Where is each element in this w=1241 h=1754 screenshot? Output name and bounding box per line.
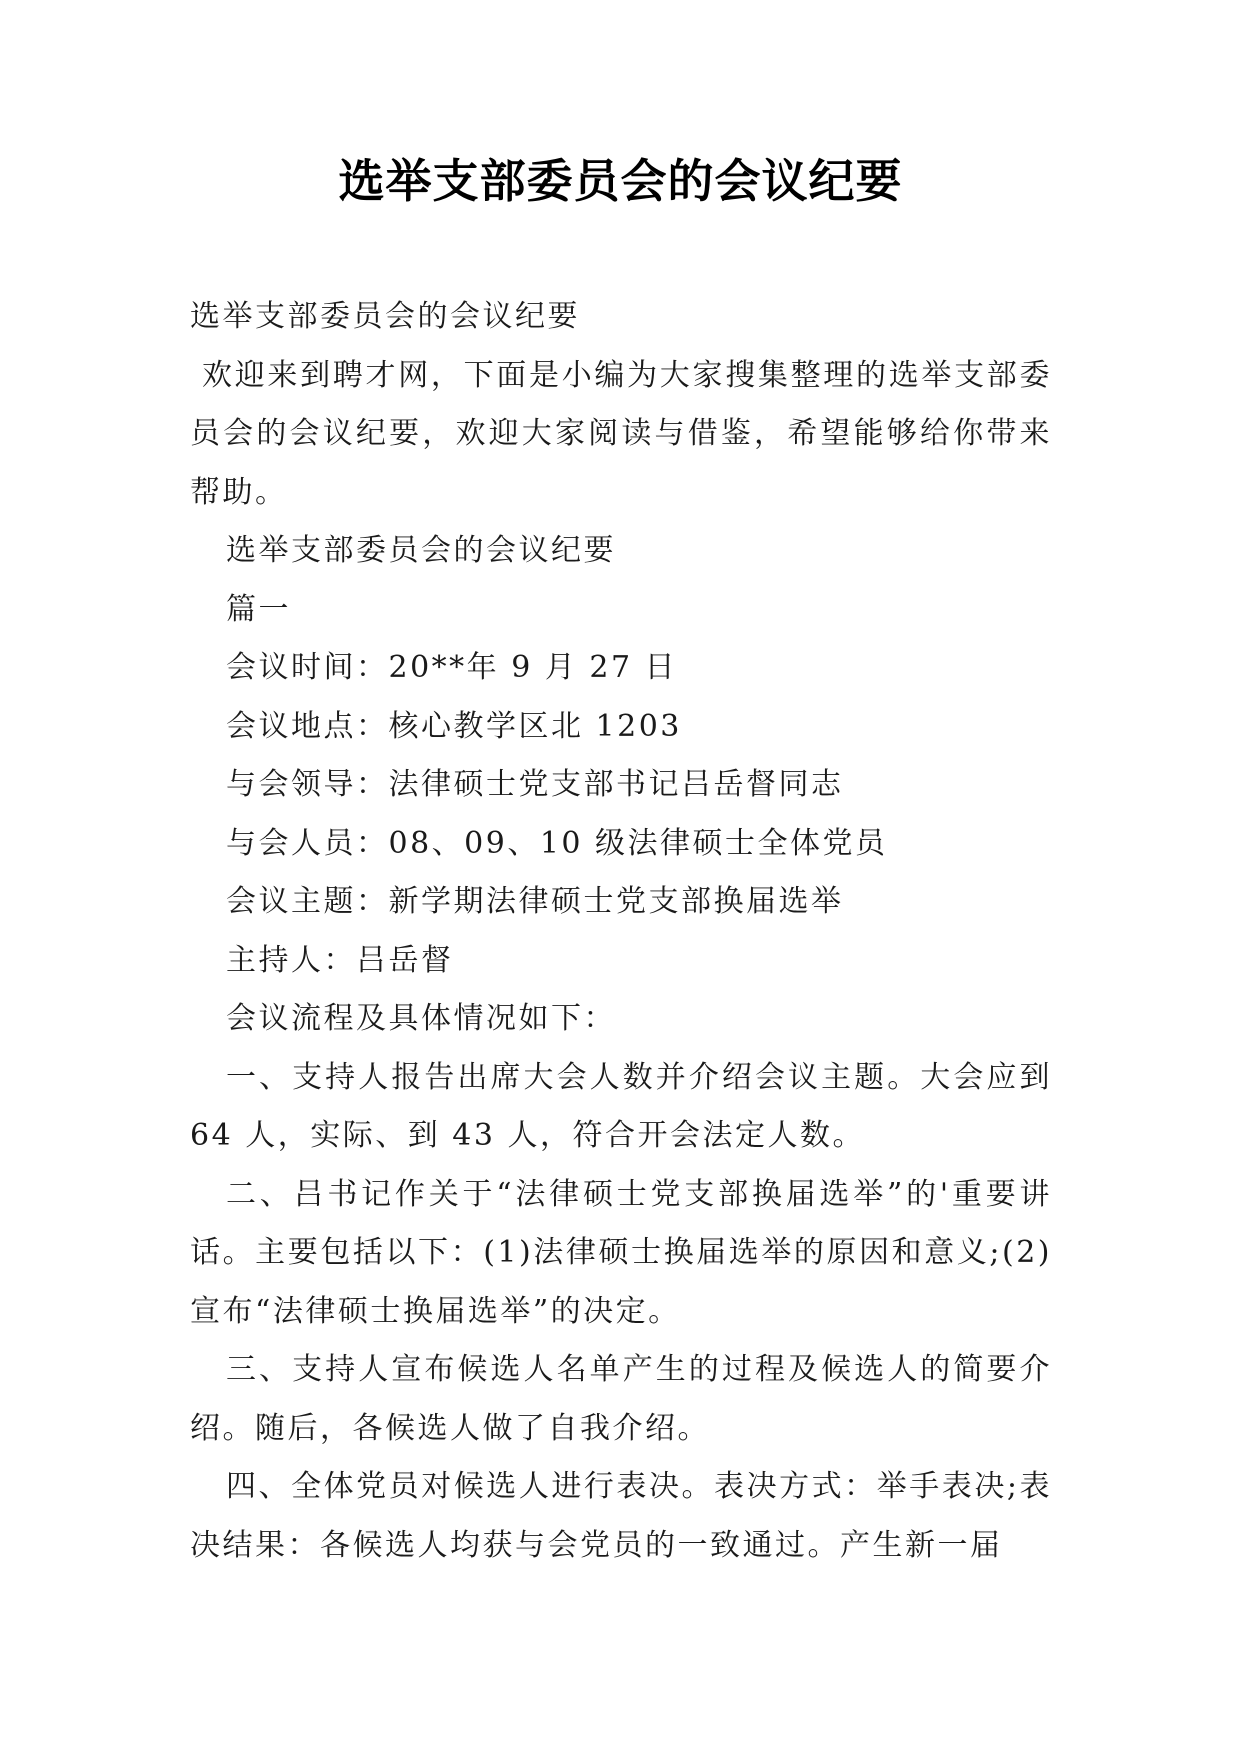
document-title: 选举支部委员会的会议纪要	[338, 154, 903, 208]
paragraph-item-4: 四、全体党员对候选人进行表决。表决方式：举手表决;表决结果：各候选人均获与会党员的一致通过。产生新一届	[190, 1469, 1052, 1563]
paragraph-intro: 欢迎来到聘才网，下面是小编为大家搜集整理的选举支部委员会的会议纪要，欢迎大家阅读与借鉴，希望能够给你带来帮助。	[190, 357, 1052, 510]
paragraph-section-label: 篇一	[226, 591, 291, 627]
paragraph-host: 主持人：吕岳督	[226, 942, 454, 978]
document-body	[190, 288, 1052, 1575]
paragraph-process-intro: 会议流程及具体情况如下：	[226, 1001, 616, 1036]
paragraph-item-1: 一、支持人报告出席大会人数并介绍会议主题。大会应到 64 人，实际、到 43 人，符合开会法定人数。	[190, 1059, 1052, 1153]
paragraph-item-2: 二、吕书记作关于“法律硕士党支部换届选举”的'重要讲话。主要包括以下：(1)法律硕士换届选举的原因和意义;(2)宣布“法律硕士换届选举”的决定。	[190, 1176, 1052, 1329]
paragraph-attendees: 与会人员：08、09、10 级法律硕士全体党员	[226, 825, 888, 861]
paragraph-heading: 选举支部委员会的会议纪要	[226, 533, 616, 568]
paragraph-meeting-time: 会议时间：20**年 9 月 27 日	[226, 650, 678, 685]
paragraph-theme: 会议主题：新学期法律硕士党支部换届选举	[226, 884, 844, 919]
paragraph-leader: 与会领导：法律硕士党支部书记吕岳督同志	[226, 767, 844, 802]
paragraph-item-3: 三、支持人宣布候选人名单产生的过程及候选人的简要介绍。随后，各候选人做了自我介绍。	[190, 1352, 1052, 1446]
paragraph-subtitle: 选举支部委员会的会议纪要	[190, 299, 580, 334]
paragraph-meeting-place: 会议地点：核心教学区北 1203	[226, 708, 682, 744]
